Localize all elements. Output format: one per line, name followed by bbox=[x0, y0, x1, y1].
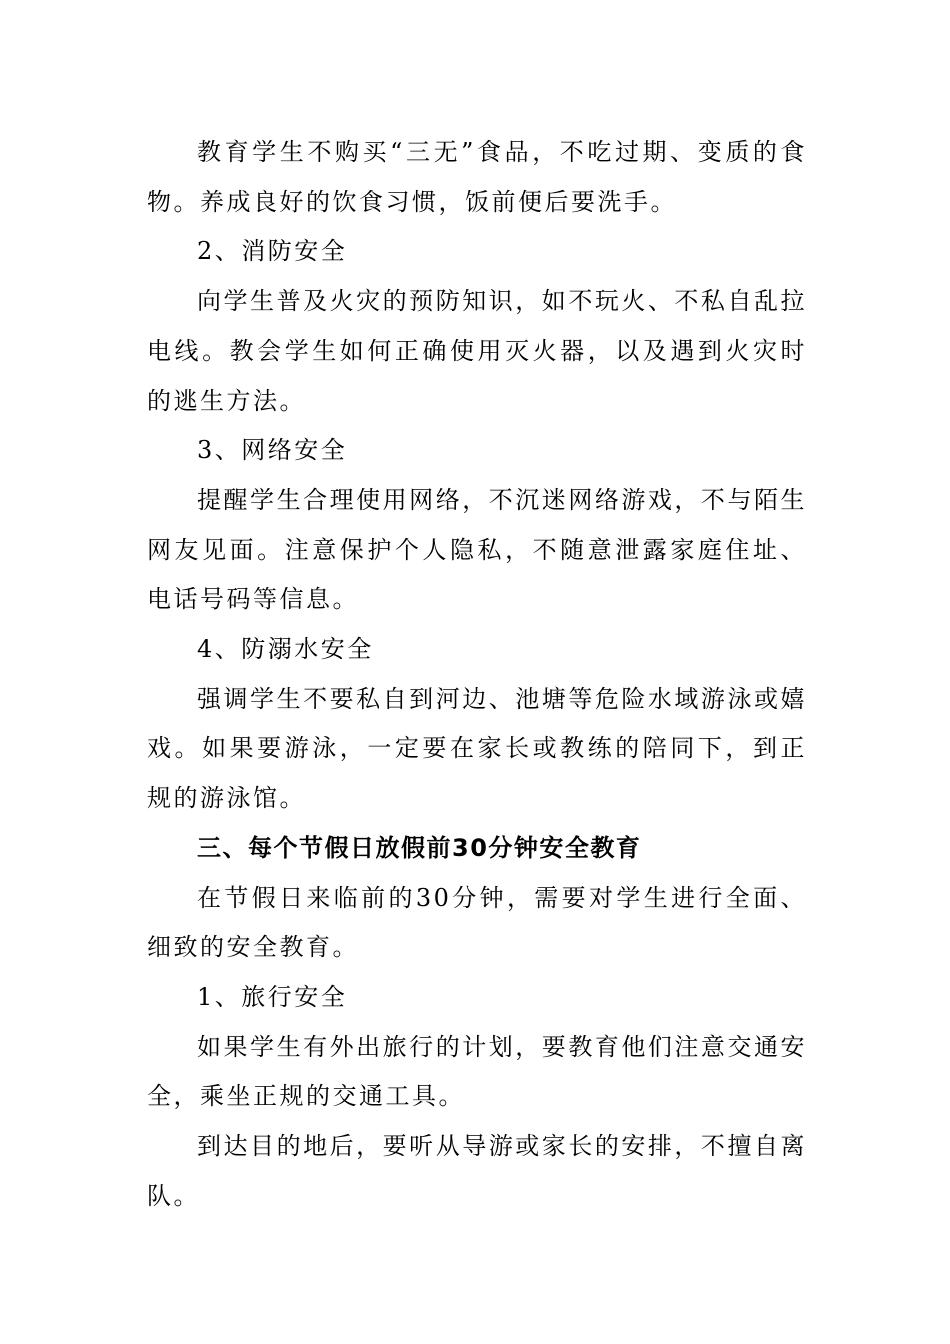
paragraph-travel-safety-2: 到达目的地后，要听从导游或家长的安排，不擅自离队。 bbox=[147, 1132, 807, 1210]
paragraph-drowning-prevention: 强调学生不要私自到河边、池塘等危险水域游泳或嬉戏。如果要游泳，一定要在家长或教练的陪同下，到正规的游泳馆。 bbox=[147, 684, 807, 813]
subheading-drowning-prevention: 4、防溺水安全 bbox=[197, 635, 374, 664]
paragraph-network-safety: 提醒学生合理使用网络，不沉迷网络游戏，不与陌生网友见面。注意保护个人隐私，不随意泄露家庭住址、电话号码等信息。 bbox=[147, 485, 807, 614]
subheading-travel-safety: 1、旅行安全 bbox=[197, 982, 348, 1011]
section-heading-holiday-education: 三、每个节假日放假前30分钟安全教育 bbox=[197, 833, 642, 862]
paragraph-food-safety: 教育学生不购买“三无”食品，不吃过期、变质的食物。养成良好的饮食习惯，饭前便后要洗手。 bbox=[147, 138, 807, 216]
paragraph-travel-safety-1: 如果学生有外出旅行的计划，要教育他们注意交通安全，乘坐正规的交通工具。 bbox=[147, 1032, 807, 1111]
subheading-fire-safety: 2、消防安全 bbox=[197, 237, 348, 266]
subheading-network-safety: 3、网络安全 bbox=[197, 436, 348, 465]
document-body bbox=[147, 128, 807, 1221]
paragraph-holiday-intro: 在节假日来临前的30分钟，需要对学生进行全面、细致的安全教育。 bbox=[147, 883, 807, 962]
paragraph-fire-safety: 向学生普及火灾的预防知识，如不玩火、不私自乱拉电线。教会学生如何正确使用灭火器，以及遇到火灾时的逃生方法。 bbox=[147, 287, 807, 415]
